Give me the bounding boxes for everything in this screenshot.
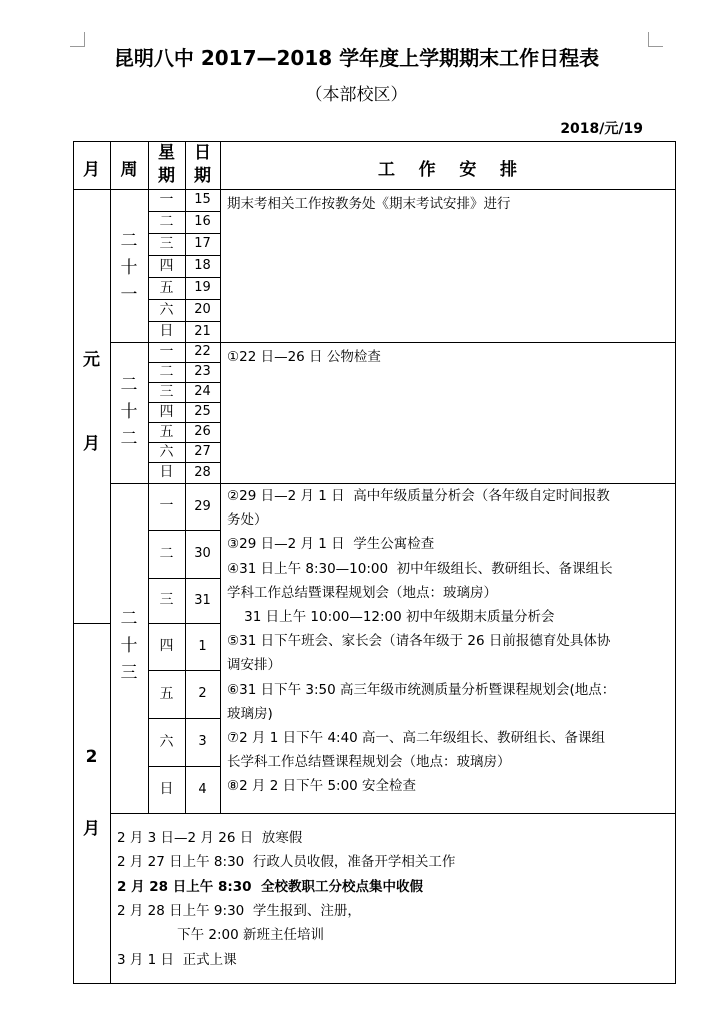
- table-rule: [73, 623, 111, 624]
- work-item-week23: ②29 日—2 月 1 日 高中年级质量分析会（各年级自定时间报教: [227, 488, 610, 504]
- date-cell: 20: [194, 302, 211, 317]
- weekday-cell: 四: [159, 258, 174, 274]
- table-rule: [73, 983, 676, 984]
- weekday-cell: 日: [159, 464, 174, 480]
- work-item-break: 2 月 3 日—2 月 26 日 放寒假: [117, 830, 303, 846]
- weekday-cell: 四: [159, 638, 174, 654]
- work-item-week21: 期末考相关工作按教务处《期末考试安排》进行: [227, 196, 511, 212]
- weekday-cell: 五: [159, 424, 174, 440]
- work-item-week23: 长学科工作总结暨课程规划会（地点：玻璃房）: [227, 754, 511, 771]
- weekday-cell: 日: [159, 323, 174, 339]
- weekday-cell: 日: [159, 781, 174, 797]
- header-work: 工 作 安 排: [377, 160, 518, 180]
- weekday-cell: 三: [159, 384, 174, 400]
- date-cell: 29: [194, 499, 211, 514]
- work-item-week23: ⑦2 月 1 日下午 4:40 高一、高二年级组长、教研组长、备课组: [227, 730, 606, 746]
- date-cell: 1: [198, 639, 207, 654]
- work-item-week23: 学科工作总结暨课程规划会（地点：玻璃房）: [227, 584, 497, 601]
- weekday-cell: 六: [159, 302, 174, 318]
- header-week: 周: [120, 160, 138, 180]
- date-cell: 24: [194, 384, 211, 399]
- date-cell: 16: [194, 214, 211, 229]
- weekday-cell: 六: [159, 734, 174, 750]
- week-label-23: 二 十 三: [120, 609, 138, 683]
- work-item-week23: 调安排）: [227, 657, 281, 674]
- weekday-cell: 六: [159, 444, 174, 460]
- work-item-week23: ⑤31 日下午班会、家长会（请各年级于 26 日前报德育处具体协: [227, 633, 611, 650]
- work-item-break: 3 月 1 日 正式上课: [117, 951, 237, 968]
- work-item-break: 2 月 28 日上午 9:30 学生报到、注册，: [117, 902, 361, 919]
- table-rule: [220, 141, 221, 814]
- date-cell: 18: [194, 258, 211, 273]
- table-rule: [73, 141, 74, 984]
- weekday-cell: 二: [159, 214, 174, 230]
- weekday-cell: 一: [159, 192, 174, 208]
- work-item-week23: 31 日上午 10:00—12:00 初中年级期末质量分析会: [227, 609, 555, 625]
- header-month: 月: [83, 160, 100, 180]
- date-cell: 22: [194, 344, 211, 359]
- header-weekday: 星 期: [158, 143, 175, 186]
- weekday-cell: 五: [159, 280, 174, 296]
- date-cell: 15: [194, 192, 211, 207]
- weekday-cell: 五: [159, 686, 174, 702]
- date-cell: 26: [194, 424, 211, 439]
- work-item-break: 2 月 28 日上午 8:30 全校教职工分校点集中收假: [117, 878, 423, 895]
- date-cell: 31: [194, 593, 211, 608]
- weekday-cell: 四: [159, 404, 174, 420]
- work-item-week23: 务处）: [227, 512, 268, 529]
- work-item-week22: ①22 日—26 日 公物检查: [227, 349, 381, 365]
- date-cell: 4: [198, 782, 207, 797]
- page-subtitle: （本部校区）: [305, 85, 408, 105]
- date-cell: 23: [194, 364, 211, 379]
- header-date: 日 期: [194, 143, 211, 186]
- date-cell: 19: [194, 280, 211, 295]
- table-rule: [675, 141, 676, 984]
- date-cell: 17: [194, 236, 211, 251]
- month-label-feb: 2 月: [83, 747, 100, 839]
- table-rule: [110, 813, 676, 814]
- work-item-break: 下午 2:00 新班主任培训: [117, 927, 324, 944]
- date-cell: 25: [194, 404, 211, 419]
- weekday-cell: 二: [159, 364, 174, 380]
- week-label-22: 二 十 二: [120, 375, 138, 449]
- week-label-21: 二 十 一: [120, 231, 138, 305]
- weekday-cell: 三: [159, 592, 174, 608]
- work-item-week23: ⑥31 日下午 3:50 高三年级市统测质量分析暨课程规划会(地点：: [227, 681, 616, 698]
- document-date: 2018/元/19: [560, 121, 643, 137]
- work-item-week23: ⑧2 月 2 日下午 5:00 安全检查: [227, 778, 417, 795]
- page-title: 昆明八中 2017—2018 学年度上学期期末工作日程表: [113, 46, 600, 70]
- work-item-week23: ④31 日上午 8:30—10:00 初中年级组长、教研组长、备课组长: [227, 560, 613, 577]
- date-cell: 28: [194, 465, 211, 480]
- date-cell: 27: [194, 444, 211, 459]
- work-item-break: 2 月 27 日上午 8:30 行政人员收假，准备开学相关工作: [117, 854, 456, 871]
- month-label-jan: 元 月: [83, 350, 100, 454]
- work-item-week23: 玻璃房): [227, 705, 273, 722]
- work-item-week23: ③29 日—2 月 1 日 学生公寓检查: [227, 536, 435, 553]
- weekday-cell: 一: [159, 344, 174, 360]
- weekday-cell: 一: [159, 498, 174, 514]
- weekday-cell: 二: [159, 546, 174, 562]
- date-cell: 30: [194, 546, 211, 561]
- weekday-cell: 三: [159, 236, 174, 252]
- date-cell: 2: [198, 686, 207, 701]
- date-cell: 21: [194, 324, 211, 339]
- date-cell: 3: [198, 734, 207, 749]
